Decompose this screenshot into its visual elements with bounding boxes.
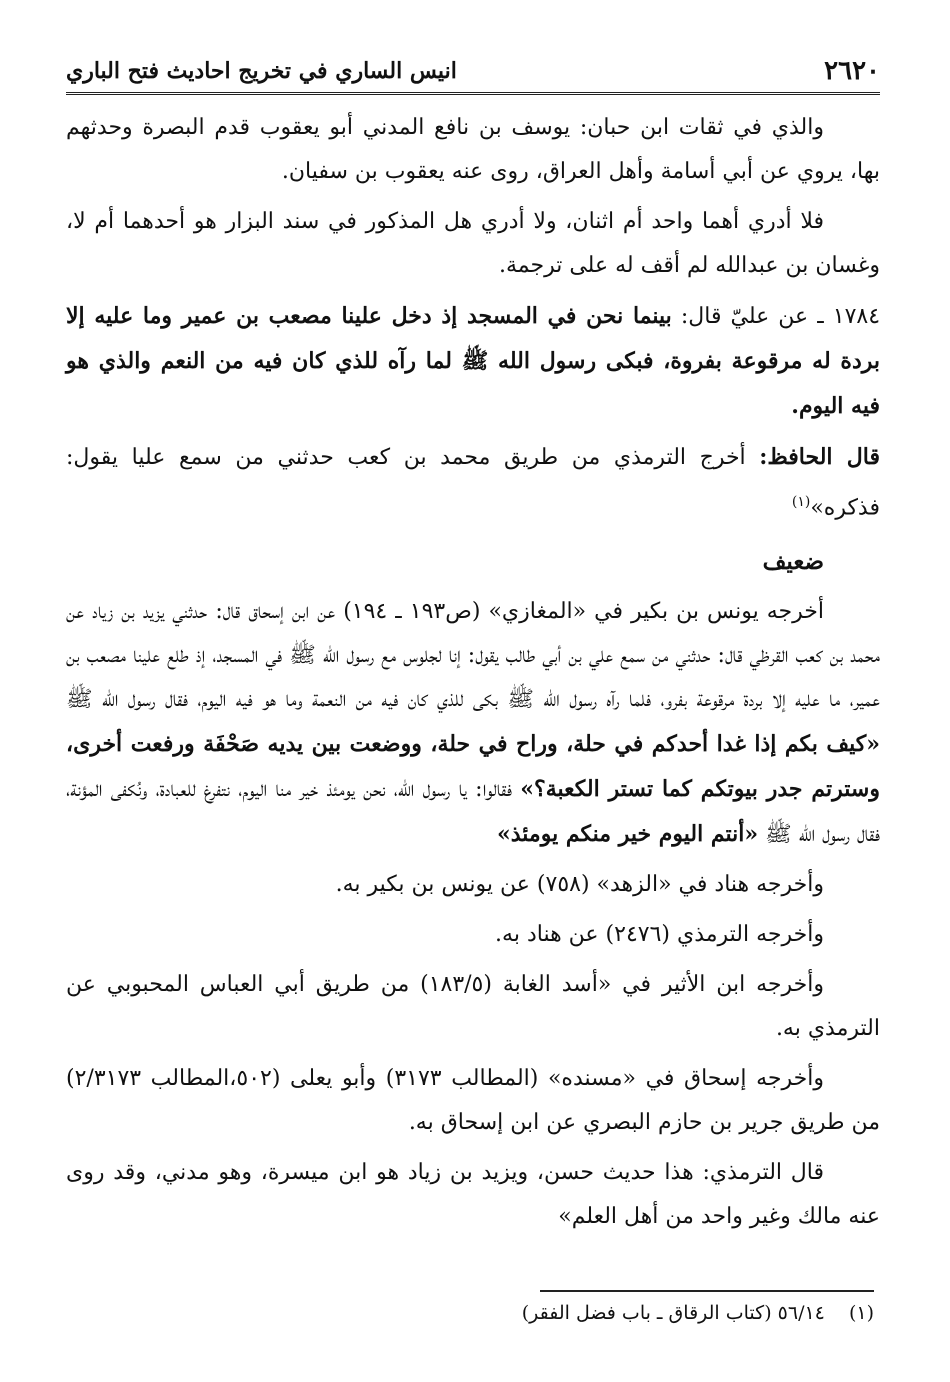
page-header (66, 50, 880, 95)
takhrij-yunus (66, 590, 880, 857)
paragraph-uncertainty: فلا أدري أهما واحد أم اثنان، ولا أدري هل المذكور في سند البزار هو أحدهما أم لا، وغسان بن عبدالله لم أقف له على ترجمة. (66, 209, 880, 278)
hafiz-paragraph (66, 435, 880, 530)
running-title: انيس الساري في تخريج احاديث فتح الباري (66, 58, 457, 84)
takhrij-yunus-text: أخرجه يونس بن بكير في «المغازي» (ص١٩٣ ـ ١٩٤) عن ابن إسحاق قال: حدثني يزيد بن زياد عن محمد بن كعب القرظي قال: حدثني من سمع علي بن أبي طالب يقول: إنا لجلوس مع رسول الله ﷺ في المسجد، إذ طلع علينا مصعب بن عمير، ما عليه إلا بردة مرقوعة بفرو، فلما رآه رسول الله ﷺ بكى للذي كان فيه من النعمة وما هو فيه اليوم، فقال رسول الله ﷺ (66, 599, 880, 713)
hafiz-text: أخرج الترمذي من طريق محمد بن كعب حدثني من سمع عليا يقول: فذكره» (66, 445, 880, 521)
hadith-intro: عن عليّ قال: (680, 304, 809, 329)
prophet-quote-1: «كيف بكم إذا غدا أحدكم في حلة، وراح في حلة، ووضعت بين يديه صَحْفَة ورفعت أخرى، وسترتم جدر بيوتكم كما تستر الكعبة؟» (66, 731, 880, 803)
footnote-number: (١) (848, 1302, 874, 1324)
hadith-text: بينما نحن في المسجد إذ دخل علينا مصعب بن عمير وما عليه إلا بردة له مرقوعة بفروة، فبكى رسول الله ﷺ لما رآه للذي كان فيه من النعم والذي هو فيه اليوم. (66, 303, 880, 419)
footnote-separator (540, 1290, 874, 1292)
page-number: ٢٦٢٠ (824, 56, 880, 86)
tirmidhi-comment: قال الترمذي: هذا حديث حسن، ويزيد بن زياد هو ابن ميسرة، وهو مدني، وقد روى عنه مالك وغير واحد من أهل العلم» (66, 1160, 880, 1230)
page-body (66, 106, 880, 1245)
paragraph-ibn-hibban: والذي في ثقات ابن حبان: يوسف بن نافع المدني أبو يعقوب قدم البصرة وحدثهم بها، يروي عن أبي أسامة وأهل العراق، روى عنه يعقوب بن سفيان. (66, 115, 880, 184)
footnote-text: ٥٦/١٤ (كتاب الرقاق ـ باب فضل الفقر) (521, 1302, 825, 1324)
takhrij-yunus-mid: فقالوا: يا رسول الله، نحن يومئذ خير منا اليوم، نتفرغ للعبادة، ونُكفى المؤنة، فقال رسول الله ﷺ (66, 777, 880, 848)
takhrij-ibn-athir: وأخرجه ابن الأثير في «أسد الغابة (١٨٣/٥) من طريق أبي العباس المحبوبي عن الترمذي به. (66, 972, 880, 1042)
footnote (66, 1298, 874, 1328)
prophet-quote-2: «أنتم اليوم خير منكم يومئذ» (496, 821, 759, 848)
takhrij-ishaq: وأخرجه إسحاق في «مسنده» (المطالب ٣١٧٣) وأبو يعلى (٥٠٢،المطالب ٢/٣١٧٣) من طريق جرير بن حازم البصري عن ابن إسحاق به. (66, 1066, 880, 1136)
footnote-ref: (١) (791, 494, 811, 510)
hadith-number: ١٧٨٤ ـ (817, 304, 881, 329)
takhrij-tirmidhi: وأخرجه الترمذي (٢٤٧٦) عن هناد به. (495, 922, 824, 948)
hadith-entry (66, 294, 880, 429)
hafiz-label: قال الحافظ: (759, 444, 880, 470)
takhrij-hannad: وأخرجه هناد في «الزهد» (٧٥٨) عن يونس بن بكير به. (335, 872, 824, 898)
grade-heading: ضعيف (762, 548, 824, 576)
